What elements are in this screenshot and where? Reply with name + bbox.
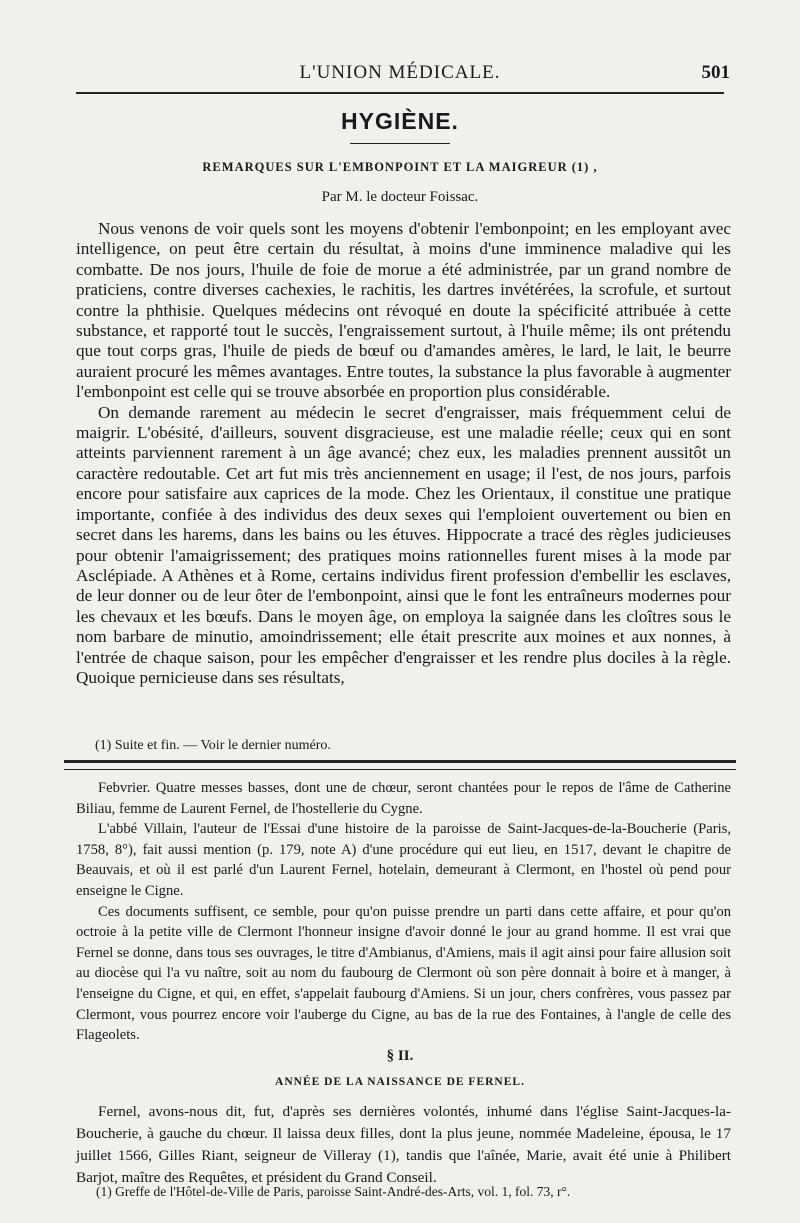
article-author: Par M. le docteur Foissac.	[321, 189, 479, 205]
feuilleton-paragraph: Febvrier. Quatre messes basses, dont une de chœur, seront chantées pour le repos de l'âme de Catherine Biliau, femme de Laurent Fernel, de l'hostellerie du Cygne.	[76, 780, 731, 817]
page-number: 501	[701, 62, 730, 83]
article-body	[76, 219, 731, 688]
section-mark: § II.	[386, 1048, 414, 1064]
feuilleton-body	[76, 778, 731, 1046]
article-paragraph: Nous venons de voir quels sont les moyens d'obtenir l'embonpoint; en les employant avec intelligence, on peut être certain du résultat, à moins d'une imminence maladive qui les combatte. De nos jours, l'huile de foie de morue a été administrée, par un grand nombre de praticiens, contre diverses cachexies, le rachitis, les dartres invétérées, la scrofule, et surtout contre la phthisie. Quelques médecins ont révoqué en doute la spécificité attribuée à cette substance, et rapporté tout le succès, l'engraissement surtout, à l'huile même; ils ont prétendu que tout corps gras, l'huile de pieds de bœuf ou d'amandes amères, le lard, le lait, le beurre auraient procuré les mêmes avantages. Entre toutes, la substance la plus favorable à augmenter l'embonpoint est celle qui se trouve absorbée en proportion plus considérable.	[76, 219, 731, 402]
feuilleton-paragraph: L'abbé Villain, l'auteur de l'Essai d'une histoire de la paroisse de Saint-Jacques-de-la-Boucherie (Paris, 1758, 8°), fait aussi mention (p. 179, note A) d'une procédure qui eut lieu, en 1517, devant le chapitre de Beauvais, et où il est parlé d'un Laurent Fernel, hotelain, demeurant à Clermont, en l'hostel où pend pour enseigne le Cigne.	[76, 821, 731, 899]
feuilleton-footnote: (1) Greffe de l'Hôtel-de-Ville de Paris, paroisse Saint-André-des-Arts, vol. 1, fol. 73, r°.	[96, 1184, 571, 1199]
feuilleton-divider	[64, 760, 736, 770]
article-paragraph: On demande rarement au médecin le secret d'engraisser, mais fréquemment celui de maigrir. L'obésité, d'ailleurs, souvent disgracieuse, est une maladie réelle; ceux qui en sont atteints parviennent rarement à un âge avancé; chez eux, les maladies prennent aussitôt un caractère redoutable. Cet art fut mis très anciennement en usage; il l'est, de nos jours, parfois encore pour satisfaire aux caprices de la mode. Chez les Orientaux, il constitue une pratique importante, confiée à des individus des deux sexes qui l'emploient ouvertement ou bien en secret dans les harems, dans les bains ou les étuves. Hippocrate a tracé des règles judicieuses pour obtenir l'amaigrissement; des pratiques moins rationnelles furent mises à la mode par Asclépiade. A Athènes et à Rome, certains individus firent profession d'embellir les esclaves, de leur donner ou de leur ôter de l'embonpoint, ainsi que le font les entraîneurs modernes pour les chevaux et les bœufs. Dans le moyen âge, on employa la saignée dans les cloîtres sous le nom barbare de minutio, amoindrissement; elle était prescrite aux moines et aux nonnes, à l'entrée de chaque saison, pour les empêcher d'engraisser et les rendre plus dociles à la règle. Quoique pernicieuse dans ses résultats,	[76, 402, 731, 687]
journal-title: L'UNION MÉDICALE.	[299, 62, 501, 83]
feuilleton-body-2	[76, 1101, 731, 1189]
header-rule	[76, 92, 724, 94]
title-rule	[350, 143, 450, 144]
article-subtitle: REMARQUES SUR L'EMBONPOINT ET LA MAIGREUR (1) ,	[202, 160, 598, 174]
section-heading: ANNÉE DE LA NAISSANCE DE FERNEL.	[275, 1076, 525, 1088]
feuilleton-paragraph: Ces documents suffisent, ce semble, pour qu'on puisse prendre un parti dans cette affaire, et pour qu'on octroie à la petite ville de Clermont l'honneur insigne d'avoir donné le jour au grand homme. Il est vrai que Fernel se donne, dans tous ses ouvrages, le titre d'Ambianus, d'Amiens, mais il agit ainsi pour faire allusion soit au diocèse qui l'a vu naître, soit au nom du faubourg de Clermont où son père donnait à boire et à manger, à l'enseigne du Cigne, et qui, en effet, s'appelait faubourg d'Amiens. Si un jour, chers confrères, vous passez par Clermont, vous pourrez encore voir l'auberge du Cigne, au bas de la rue des Fontaines, à l'angle de celle des Flageolets.	[76, 903, 731, 1044]
section-title: HYGIÈNE.	[341, 108, 459, 134]
article-footnote: (1) Suite et fin. — Voir le dernier numéro.	[95, 738, 331, 753]
running-head	[70, 58, 730, 88]
feuilleton-paragraph: Fernel, avons-nous dit, fut, d'après ses dernières volontés, inhumé dans l'église Saint-Jacques-la-Boucherie, à gauche du chœur. Il laissa deux filles, dont la plus jeune, nommée Madeleine, épousa, le 17 juillet 1566, Gilles Riant, seigneur de Villeray (1), tandis que l'aînée, Marie, avait été unie à Philibert Barjot, maître des Requêtes, et président du Grand Conseil.	[76, 1103, 731, 1186]
